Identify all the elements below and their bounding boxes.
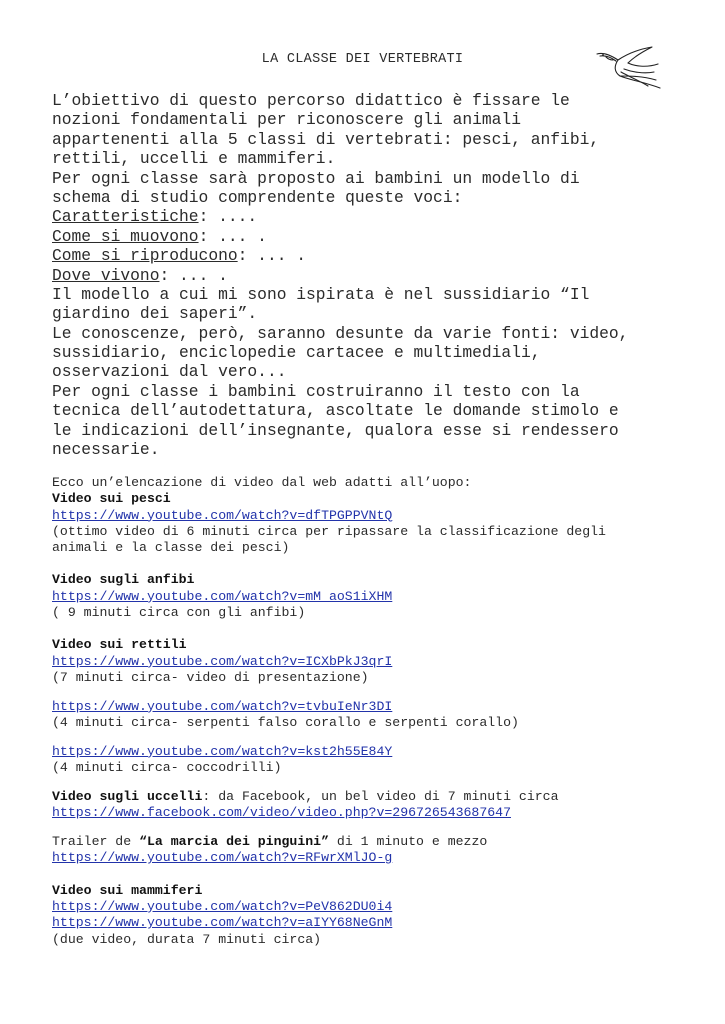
schema-item-label: Come si riproducono <box>52 246 238 266</box>
video-link[interactable]: https://www.youtube.com/watch?v=aIYY68NeGnM <box>52 915 393 931</box>
video-link[interactable]: https://www.youtube.com/watch?v=kst2h55E84Y <box>52 743 393 759</box>
text-line: necessarie. <box>52 440 160 460</box>
schema-item <box>52 266 692 285</box>
swallow-bird-icon <box>594 42 664 92</box>
text-line: Per ogni classe i bambini costruiranno il testo con la <box>52 381 580 401</box>
section-heading-pesci: Video sui pesci <box>52 491 171 507</box>
uccelli-line <box>52 789 712 805</box>
text-line: L’obiettivo di questo percorso didattico è fissare le <box>52 91 570 110</box>
trailer-prefix: Trailer de <box>52 834 140 850</box>
video-note: (ottimo video di 6 minuti circa per ripassare la classificazione degli <box>52 523 606 539</box>
video-note: ( 9 minuti circa con gli anfibi) <box>52 605 306 621</box>
schema-item <box>52 246 692 265</box>
trailer-line <box>52 834 712 850</box>
schema-item-value: : ... . <box>198 226 267 246</box>
text-line: Il modello a cui mi sono ispirata è nel sussidiario “Il <box>52 284 590 304</box>
video-note: (4 minuti circa- coccodrilli) <box>52 760 282 776</box>
schema-item-label: Come si muovono <box>52 226 199 246</box>
section-heading-mammiferi: Video sui mammiferi <box>52 882 203 898</box>
video-link[interactable]: https://www.youtube.com/watch?v=mM_aoS1iXHM <box>52 588 393 604</box>
video-link[interactable]: https://www.youtube.com/watch?v=tvbuIeNr3DI <box>52 698 393 714</box>
document-title: LA CLASSE DEI VERTEBRATI <box>261 52 464 67</box>
video-link[interactable]: https://www.facebook.com/video/video.php?v=296726543687647 <box>52 805 511 821</box>
trailer-title: “La marcia dei pinguini” <box>139 834 329 850</box>
video-note: animali e la classe dei pesci) <box>52 540 290 556</box>
text-line: rettili, uccelli e mammiferi. <box>52 149 336 169</box>
text-line: schema di studio comprendente queste voci: <box>52 187 463 207</box>
video-list <box>52 475 712 948</box>
video-note: (7 minuti circa- video di presentazione) <box>52 669 369 685</box>
text-line: giardino dei saperi”. <box>52 304 258 324</box>
uccelli-description: : da Facebook, un bel video di 7 minuti circa <box>202 788 559 804</box>
video-link[interactable]: https://www.youtube.com/watch?v=dfTPGPPVNtQ <box>52 507 393 523</box>
video-note: (due video, durata 7 minuti circa) <box>52 931 322 947</box>
schema-item-value: : ... . <box>159 265 228 285</box>
video-link[interactable]: https://www.youtube.com/watch?v=ICXbPkJ3qrI <box>52 653 393 669</box>
schema-item <box>52 207 692 226</box>
schema-item-label: Dove vivono <box>52 265 160 285</box>
text-line: nozioni fondamentali per riconoscere gli animali <box>52 110 521 130</box>
text-line: Per ogni classe sarà proposto ai bambini un modello di <box>52 168 580 188</box>
video-link[interactable]: https://www.youtube.com/watch?v=PeV862DU0i4 <box>52 898 393 914</box>
video-note: (4 minuti circa- serpenti falso corallo e serpenti corallo) <box>52 715 519 731</box>
video-link[interactable]: https://www.youtube.com/watch?v=RFwrXMlJO-g <box>52 850 393 866</box>
schema-item-value: : ... . <box>237 246 307 266</box>
schema-item-value: : .... <box>198 207 258 227</box>
section-heading-rettili: Video sui rettili <box>52 637 187 653</box>
trailer-suffix: di 1 minuto e mezzo <box>329 834 488 850</box>
text-line: Le conoscenze, però, saranno desunte da varie fonti: video, <box>52 323 629 343</box>
video-list-intro: Ecco un’elencazione di video dal web adatti all’uopo: <box>52 475 472 490</box>
schema-item-label: Caratteristiche <box>52 207 199 227</box>
schema-item <box>52 227 692 246</box>
intro-text <box>52 91 692 459</box>
text-line: le indicazioni dell’insegnante, qualora esse si rendessero <box>52 420 619 440</box>
section-heading-anfibi: Video sugli anfibi <box>52 572 195 588</box>
text-line: tecnica dell’autodettatura, ascoltate le domande stimolo e <box>52 401 619 421</box>
text-line: appartenenti alla 5 classi di vertebrati: pesci, anfibi, <box>52 129 600 149</box>
section-heading-uccelli: Video sugli uccelli <box>52 788 203 804</box>
text-line: osservazioni dal vero... <box>52 362 287 382</box>
text-line: sussidiario, enciclopedie cartacee e multimediali, <box>52 343 541 363</box>
